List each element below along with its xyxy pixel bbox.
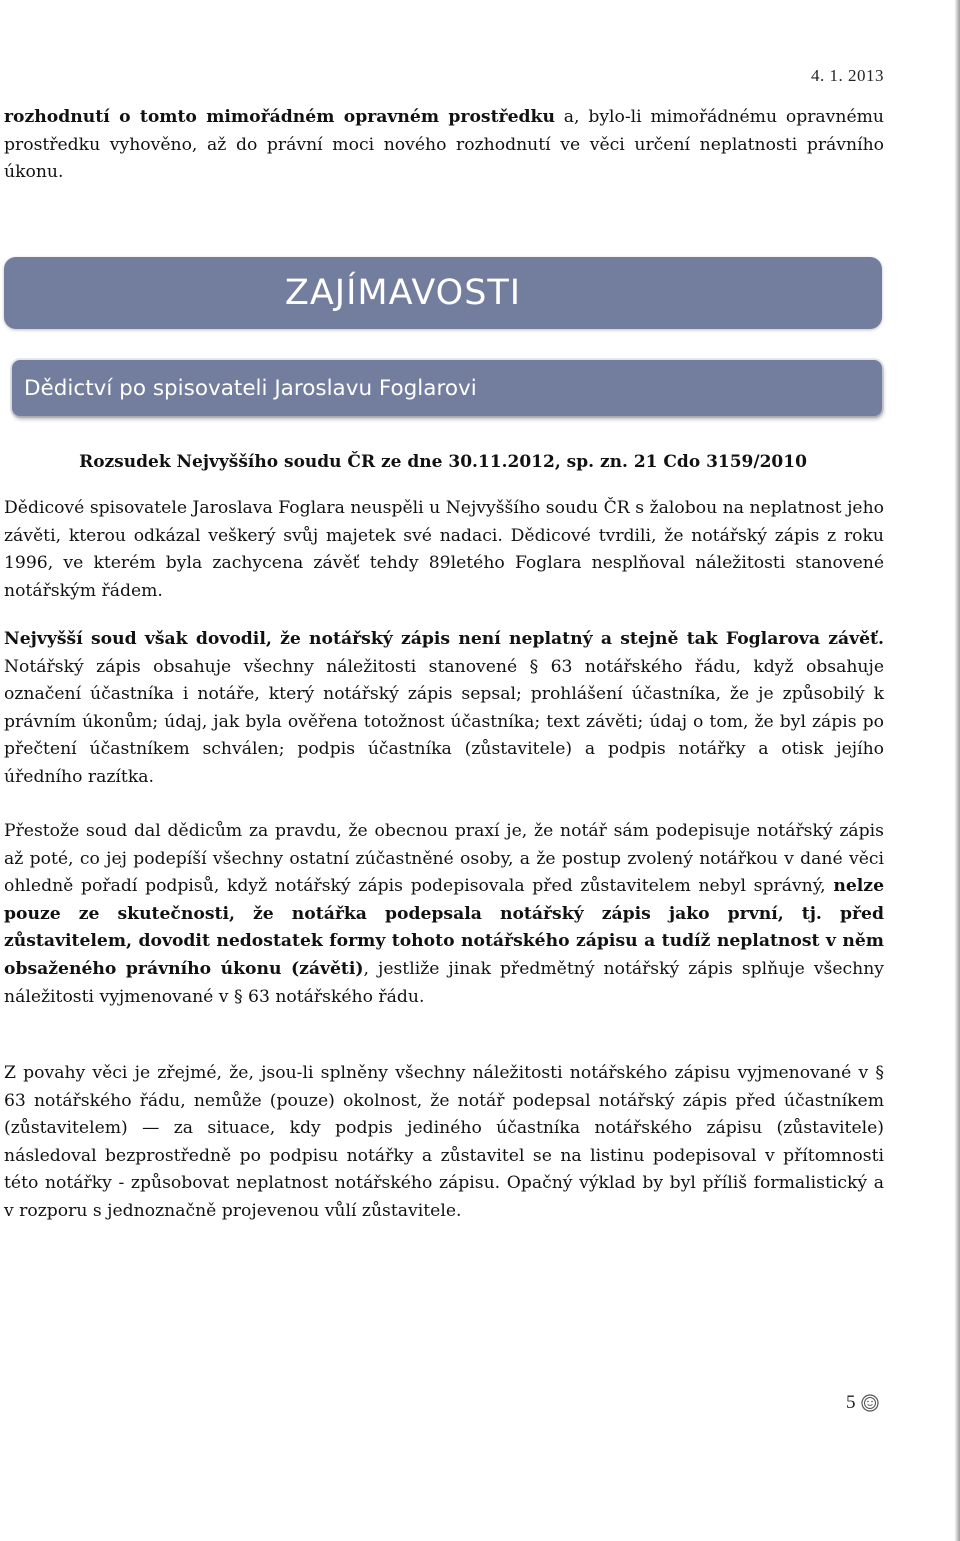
nature-paragraph: Z povahy věci je zřejmé, že, jsou-li splněny všechny náležitosti notářského zápisu vyjmenované v § 63 notářského řádu, nemůže (pouze) okolnost, že notář podepsal notářský zápis před účastníkem (zůstavitelem) — za situace, kdy podpis jediného účastníka notářského zápisu (zůstavitele) následoval bezprostředně po podpisu notářky a zůstavitel se na listinu podepisoval v přítomnosti této notářky - způsobovat neplatnost notářského zápisu. Opačný výklad by byl příliš formalistický a v rozporu s jednoznačně projevenou vůlí zůstavitele. xyxy=(4,1063,884,1221)
intro-bold-text: rozhodnutí o tomto mimořádném opravném prostředku xyxy=(4,107,555,127)
case-title: Rozsudek Nejvyššího soudu ČR ze dne 30.11.2012, sp. zn. 21 Cdo 3159/2010 xyxy=(79,452,807,472)
smiley-icon xyxy=(861,1394,879,1412)
section-title: Dědictví po spisovateli Jaroslavu Foglarovi xyxy=(24,375,477,401)
section-banner xyxy=(12,360,882,416)
page-number: 5 xyxy=(846,1392,856,1413)
page-edge-shadow xyxy=(955,0,960,1541)
although-paragraph xyxy=(4,818,884,1011)
supreme-bold-text: Nejvyšší soud však dovodil, že notářský zápis není neplatný a stejně tak Foglarova závěť. xyxy=(4,629,884,649)
supreme-text: Notářský zápis obsahuje všechny náležitosti stanovené § 63 notářského řádu, když obsahuje označení účastníka i notáře, který notářský zápis sepsal; prohlášení účastníka, že je způsobilý k právním úkonům; údaj, jak byla ověřena totožnost účastníka; text závěti; údaj o tom, že byl zápis po přečtení účastníkem schválen; podpis účastníka (zůstavitele) a podpis notářky a otisk jejího úředního razítka. xyxy=(4,656,884,787)
supreme-court-paragraph xyxy=(4,626,884,792)
zajimavosti-banner xyxy=(4,257,882,329)
although-bold-text: nelze pouze ze skutečnosti, že notářka podepsala notářský zápis jako první, tj. před zůstavitelem, dovodit nedostatek formy tohoto notářského zápisu a tudíž neplatnost v něm obsaženého právního úkonu (závěti) xyxy=(4,876,884,979)
page-footer xyxy=(846,1392,879,1414)
intro-paragraph xyxy=(4,104,884,187)
although-start-text: Přestože soud dal dědicům za pravdu, že obecnou praxí je, že notář sám podepisuje notářský zápis až poté, co jej podepíší všechny ostatní zúčastněné osoby, a že postup zvolený notářkou v dané věci ohledně pořadí podpisů, když notářský zápis podepisovala před zůstavitelem nebyl správný, xyxy=(4,821,884,897)
intro-text: a, bylo-li mimořádnému opravnému prostředku vyhověno, až do právní moci nového rozhodnutí ve věci určení neplatnosti právního úkonu. xyxy=(4,107,884,183)
header-date: 4. 1. 2013 xyxy=(811,66,884,85)
heirs-paragraph: Dědicové spisovatele Jaroslava Foglara neuspěli u Nejvyššího soudu ČR s žalobou na neplatnost jeho závěti, kterou odkázal veškerý svůj majetek své nadaci. Dědicové tvrdili, že notářský zápis z roku 1996, ve kterém byla zachycena závěť tehdy 89letého Foglara nesplňoval náležitosti stanovené notářským řádem. xyxy=(4,498,884,601)
banner-title: ZAJÍMAVOSTI xyxy=(284,273,522,313)
although-end-text: , jestliže jinak předmětný notářský zápis splňuje všechny náležitosti vyjmenované v § 63 notářského řádu. xyxy=(4,958,884,1007)
